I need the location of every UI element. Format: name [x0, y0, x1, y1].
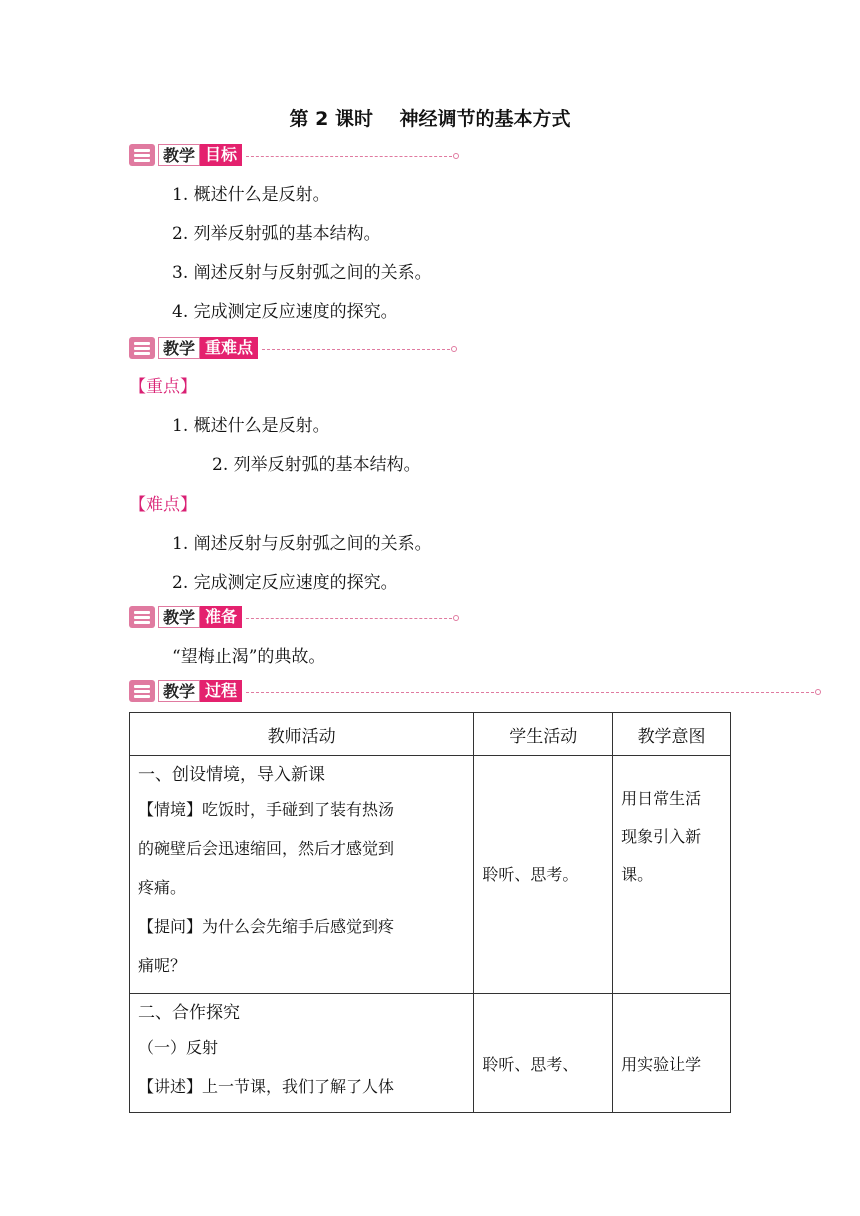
dashed-divider [246, 156, 452, 157]
row-heading: 一、创设情境，导入新课 [138, 765, 325, 785]
intent-line: 现象引入新 [621, 827, 702, 846]
section-label-a: 教学 [158, 606, 200, 628]
section-label-a: 教学 [158, 337, 200, 359]
dashed-divider [262, 349, 450, 350]
divider-end-dot [453, 153, 459, 159]
process-table [129, 712, 731, 1113]
teacher-line: 的碗壁后会迅速缩回，然后才感觉到 [138, 839, 395, 858]
nandian-item: 2. 完成测定反应速度的探究。 [172, 573, 398, 593]
section-header-goals [129, 143, 459, 167]
book-stack-icon [129, 606, 155, 628]
divider-end-dot [815, 689, 821, 695]
section-label-b: 重难点 [200, 337, 258, 359]
goal-item: 3. 阐述反射与反射弧之间的关系。 [172, 263, 432, 283]
divider-end-dot [453, 615, 459, 621]
book-stack-icon [129, 144, 155, 166]
row-heading: 二、合作探究 [138, 1003, 240, 1023]
goal-item: 1. 概述什么是反射。 [172, 185, 330, 205]
student-cell: 聆听、思考。 [474, 756, 613, 994]
zhongdian-label: 【重点】 [129, 377, 197, 397]
section-header-prep [129, 605, 459, 629]
teacher-line: 痛呢？ [138, 956, 187, 975]
intent-cell [613, 994, 731, 1113]
teacher-line: 疼痛。 [138, 878, 187, 897]
divider-end-dot [451, 346, 457, 352]
dashed-divider [246, 692, 814, 693]
section-header-process [129, 679, 821, 703]
zhongdian-item: 1. 概述什么是反射。 [172, 416, 330, 436]
nandian-label: 【难点】 [129, 495, 197, 515]
nandian-item: 1. 阐述反射与反射弧之间的关系。 [172, 534, 432, 554]
section-label-b: 准备 [200, 606, 242, 628]
page-title: 第 2 课时 神经调节的基本方式 [289, 108, 571, 130]
section-label-a: 教学 [158, 680, 200, 702]
section-header-keypoints [129, 336, 457, 360]
teacher-cell [130, 756, 474, 994]
teacher-line: 【讲述】上一节课，我们了解了人体 [138, 1077, 395, 1096]
goal-item: 2. 列举反射弧的基本结构。 [172, 224, 381, 244]
section-label-b: 过程 [200, 680, 242, 702]
prep-text: “望梅止渴”的典故。 [172, 647, 326, 667]
teacher-line: 【情境】吃饭时，手碰到了装有热汤 [138, 800, 395, 819]
book-stack-icon [129, 680, 155, 702]
table-row [130, 756, 731, 994]
intent-line: 课。 [621, 865, 654, 884]
header-intent: 教学意图 [613, 713, 731, 756]
intent-cell [613, 756, 731, 994]
goal-item: 4. 完成测定反应速度的探究。 [172, 302, 398, 322]
teacher-line: （一）反射 [138, 1038, 219, 1057]
teacher-line: 【提问】为什么会先缩手后感觉到疼 [138, 917, 395, 936]
intent-line: 用日常生活 [621, 789, 702, 808]
section-label-b: 目标 [200, 144, 242, 166]
section-label-a: 教学 [158, 144, 200, 166]
table-row [130, 994, 731, 1113]
zhongdian-item: 2. 列举反射弧的基本结构。 [212, 455, 421, 475]
header-student: 学生活动 [474, 713, 613, 756]
intent-line: 用实验让学 [621, 1055, 702, 1074]
header-teacher: 教师活动 [130, 713, 474, 756]
student-cell: 聆听、思考、 [474, 994, 613, 1113]
book-stack-icon [129, 337, 155, 359]
table-header-row [130, 713, 731, 756]
teacher-cell [130, 994, 474, 1113]
dashed-divider [246, 618, 452, 619]
